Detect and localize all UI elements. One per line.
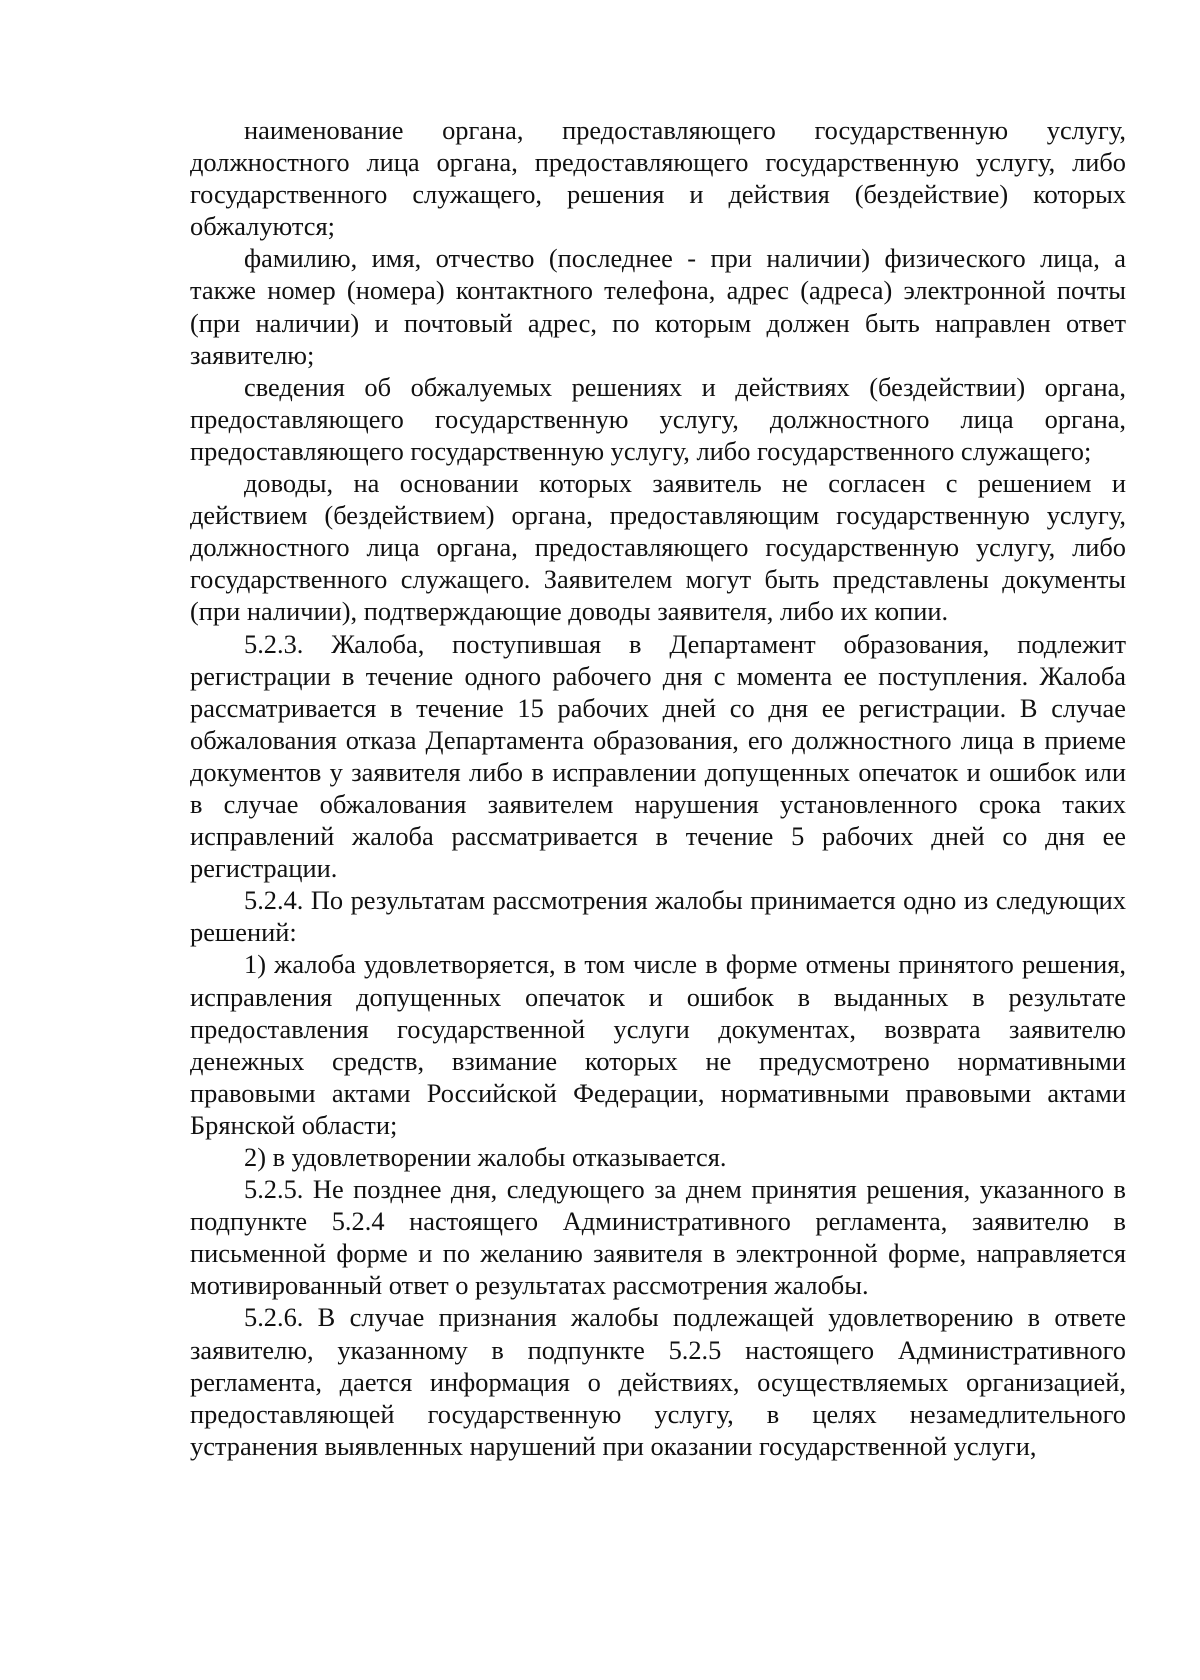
paragraph-decision-2: 2) в удовлетворении жалобы отказывается. — [244, 1142, 727, 1172]
paragraph-5-2-3: 5.2.3. Жалоба, поступившая в Департамент образования, подлежит регистрации в течение одного рабочего дня с момента ее поступления. Жалоба рассматривается в течение 15 рабочих дней со дня ее регистрации. В случае обжалования отказа Департамента образования, его должностного лица в приеме документов у заявителя либо в исправлении допущенных опечаток и ошибок или в случае обжалования заявителем нарушения установленного срока таких исправлений жалоба рассматривается в течение 5 рабочих дней со дня ее регистрации. — [190, 628, 1126, 884]
paragraph-5-2-4: 5.2.4. По результатам рассмотрения жалобы принимается одно из следующих решений: — [190, 885, 1126, 948]
paragraph-arguments: доводы, на основании которых заявитель не согласен с решением и действием (бездействием) органа, предоставляющим государственную услугу, должностного лица органа, предоставляющего государственную услугу, либо государственного служащего. Заявителем могут быть представлены документы (при наличии), подтверждающие доводы заявителя, либо их копии. — [190, 468, 1126, 627]
paragraph-5-2-5: 5.2.5. Не позднее дня, следующего за днем принятия решения, указанного в подпункте 5.2.4 настоящего Административного регламента, заявителю в письменной форме и по желанию заявителя в электронной форме, направляется мотивированный ответ о результатах рассмотрения жалобы. — [190, 1174, 1126, 1301]
paragraph-decision-1: 1) жалоба удовлетворяется, в том числе в форме отмены принятого решения, исправления допущенных опечаток и ошибок в выданных в результате предоставления государственной услуги документах, возврата заявителю денежных средств, взимание которых не предусмотрено нормативными правовыми актами Российской Федерации, нормативными правовыми актами Брянской области; — [190, 949, 1126, 1140]
document-body — [190, 114, 1126, 1462]
paragraph-appealed-decisions: сведения об обжалуемых решениях и действиях (бездействии) органа, предоставляющего государственную услугу, должностного лица органа, предоставляющего государственную услугу, либо государственного служащего; — [190, 371, 1126, 466]
paragraph-5-2-6: 5.2.6. В случае признания жалобы подлежащей удовлетворению в ответе заявителю, указанному в подпункте 5.2.5 настоящего Административного регламента, дается информация о действиях, осуществляемых организацией, предоставляющей государственную услугу, в целях незамедлительного устранения выявленных нарушений при оказании государственной услуги, — [190, 1302, 1126, 1461]
paragraph-complaint-subject: наименование органа, предоставляющего государственную услугу, должностного лица органа, предоставляющего государственную услугу, либо государственного служащего, решения и действия (бездействие) которых обжалуются; — [190, 115, 1126, 242]
paragraph-applicant-details: фамилию, имя, отчество (последнее - при наличии) физического лица, а также номер (номера) контактного телефона, адрес (адреса) электронной почты (при наличии) и почтовый адрес, по которым должен быть направлен ответ заявителю; — [190, 243, 1126, 370]
